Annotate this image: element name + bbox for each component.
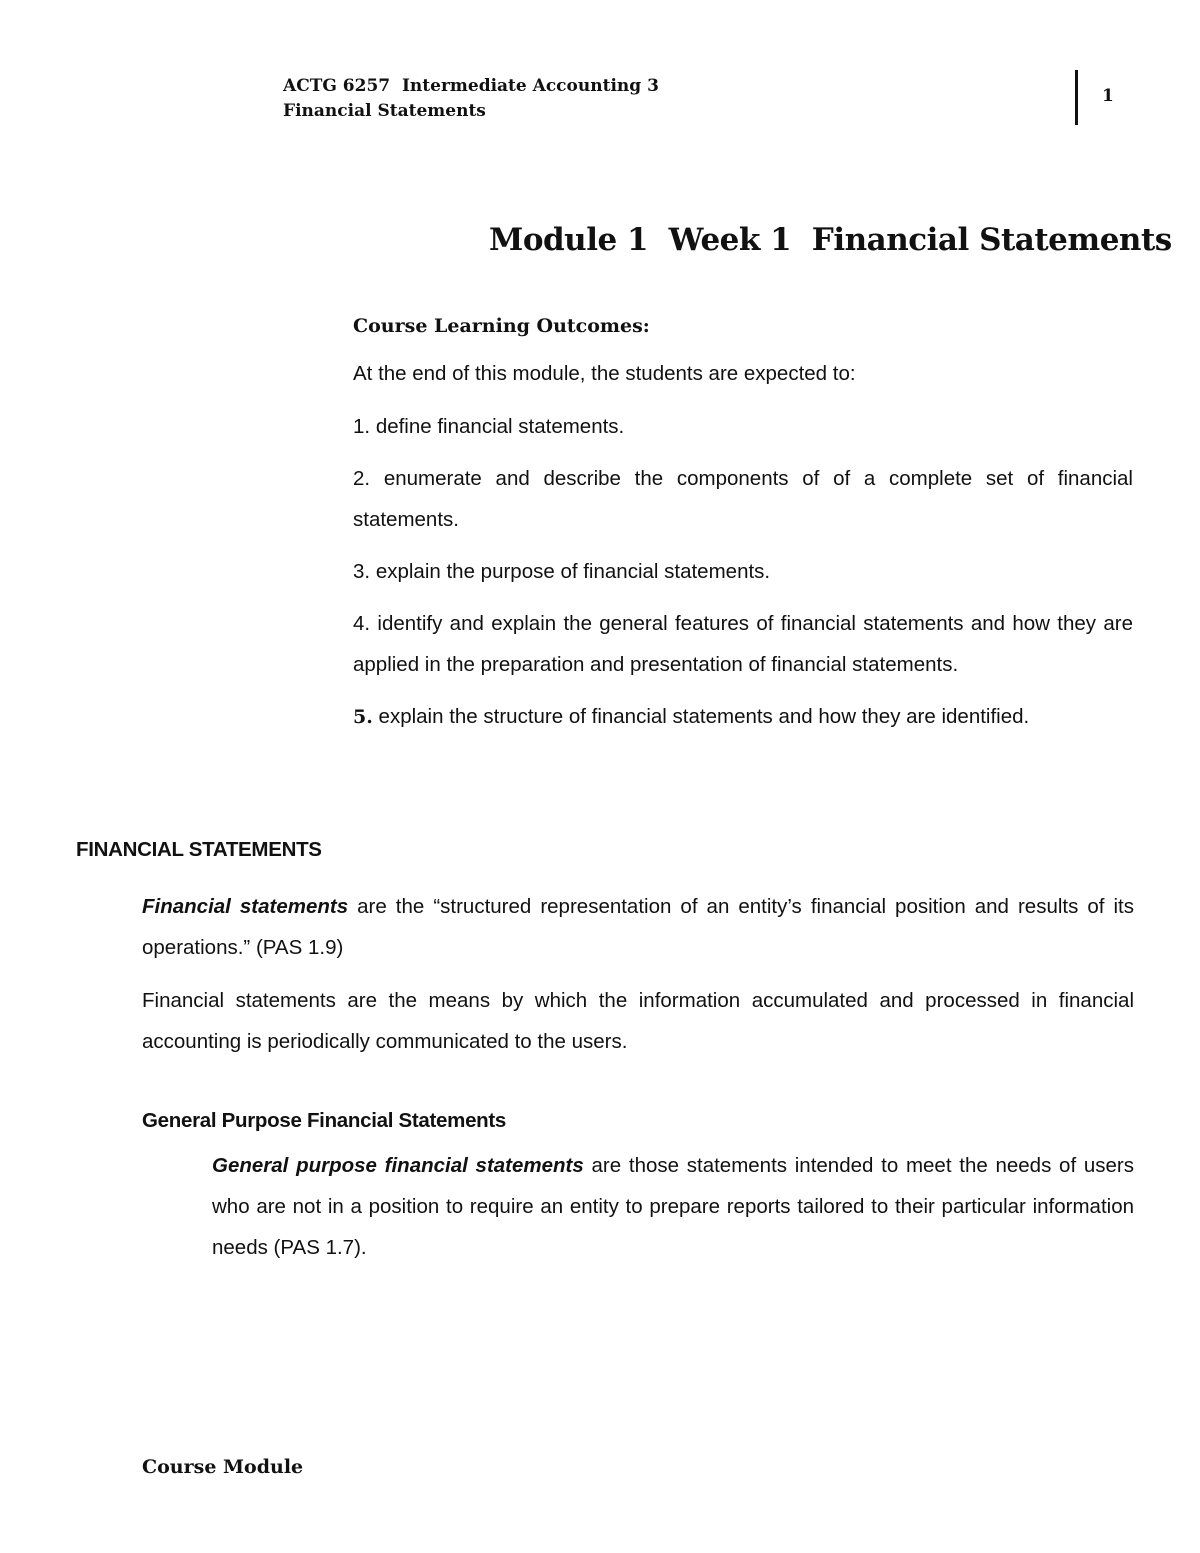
means-paragraph: Financial statements are the means by which the information accumulated and processed in financial accounting is periodically communicated to the users. <box>142 989 1134 1053</box>
definition-text: are the “structured representation of an entity’s financial position and results of its operations.” (PAS 1.9) <box>142 895 1134 959</box>
section-heading-financial-statements: FINANCIAL STATEMENTS <box>76 838 322 861</box>
outcome-item <box>353 696 1133 738</box>
financial-statements-body <box>142 886 1134 1074</box>
header-divider <box>1075 70 1078 125</box>
outcome-number: 1. <box>353 415 371 438</box>
outcome-text: explain the structure of financial statements and how they are identified. <box>378 705 1030 728</box>
outcome-number: 3. <box>353 560 371 583</box>
outcomes-heading: Course Learning Outcomes: <box>353 315 650 337</box>
header-subject: Financial Statements <box>283 101 486 121</box>
page-header <box>283 74 659 124</box>
definition-term: Financial statements <box>142 895 349 918</box>
page-title: Module 1 Week 1 Financial Statements <box>489 222 1172 258</box>
definition-paragraph <box>142 886 1134 968</box>
outcome-number: 2. <box>353 467 371 490</box>
outcome-text: explain the purpose of financial statements. <box>375 560 771 583</box>
outcome-text: define financial statements. <box>375 415 625 438</box>
page-number: 1 <box>1102 86 1114 106</box>
page-footer: Course Module <box>142 1456 304 1478</box>
outcome-item <box>353 406 1133 447</box>
general-purpose-text: are those statements intended to meet the needs of users who are not in a position to require an entity to prepare reports tailored to their particular information needs (PAS 1.7). <box>212 1154 1135 1259</box>
learning-outcomes <box>353 315 1133 749</box>
general-purpose-term: General purpose financial statements <box>212 1154 584 1177</box>
outcome-number: 4. <box>353 612 371 635</box>
outcome-item <box>353 551 1133 592</box>
outcome-item <box>353 603 1133 685</box>
outcome-item <box>353 458 1133 540</box>
outcomes-intro: At the end of this module, the students are expected to: <box>353 362 856 385</box>
outcome-number: 5. <box>353 706 373 728</box>
outcome-text: enumerate and describe the components of of a complete set of financial statements. <box>353 467 1133 531</box>
general-purpose-body <box>212 1145 1134 1279</box>
outcome-text: identify and explain the general features of financial statements and how they are applied in the preparation and presentation of financial statements. <box>353 612 1133 676</box>
general-purpose-paragraph <box>212 1145 1134 1268</box>
subsection-heading-general-purpose: General Purpose Financial Statements <box>142 1109 507 1132</box>
header-course: ACTG 6257 Intermediate Accounting 3 <box>283 76 659 96</box>
